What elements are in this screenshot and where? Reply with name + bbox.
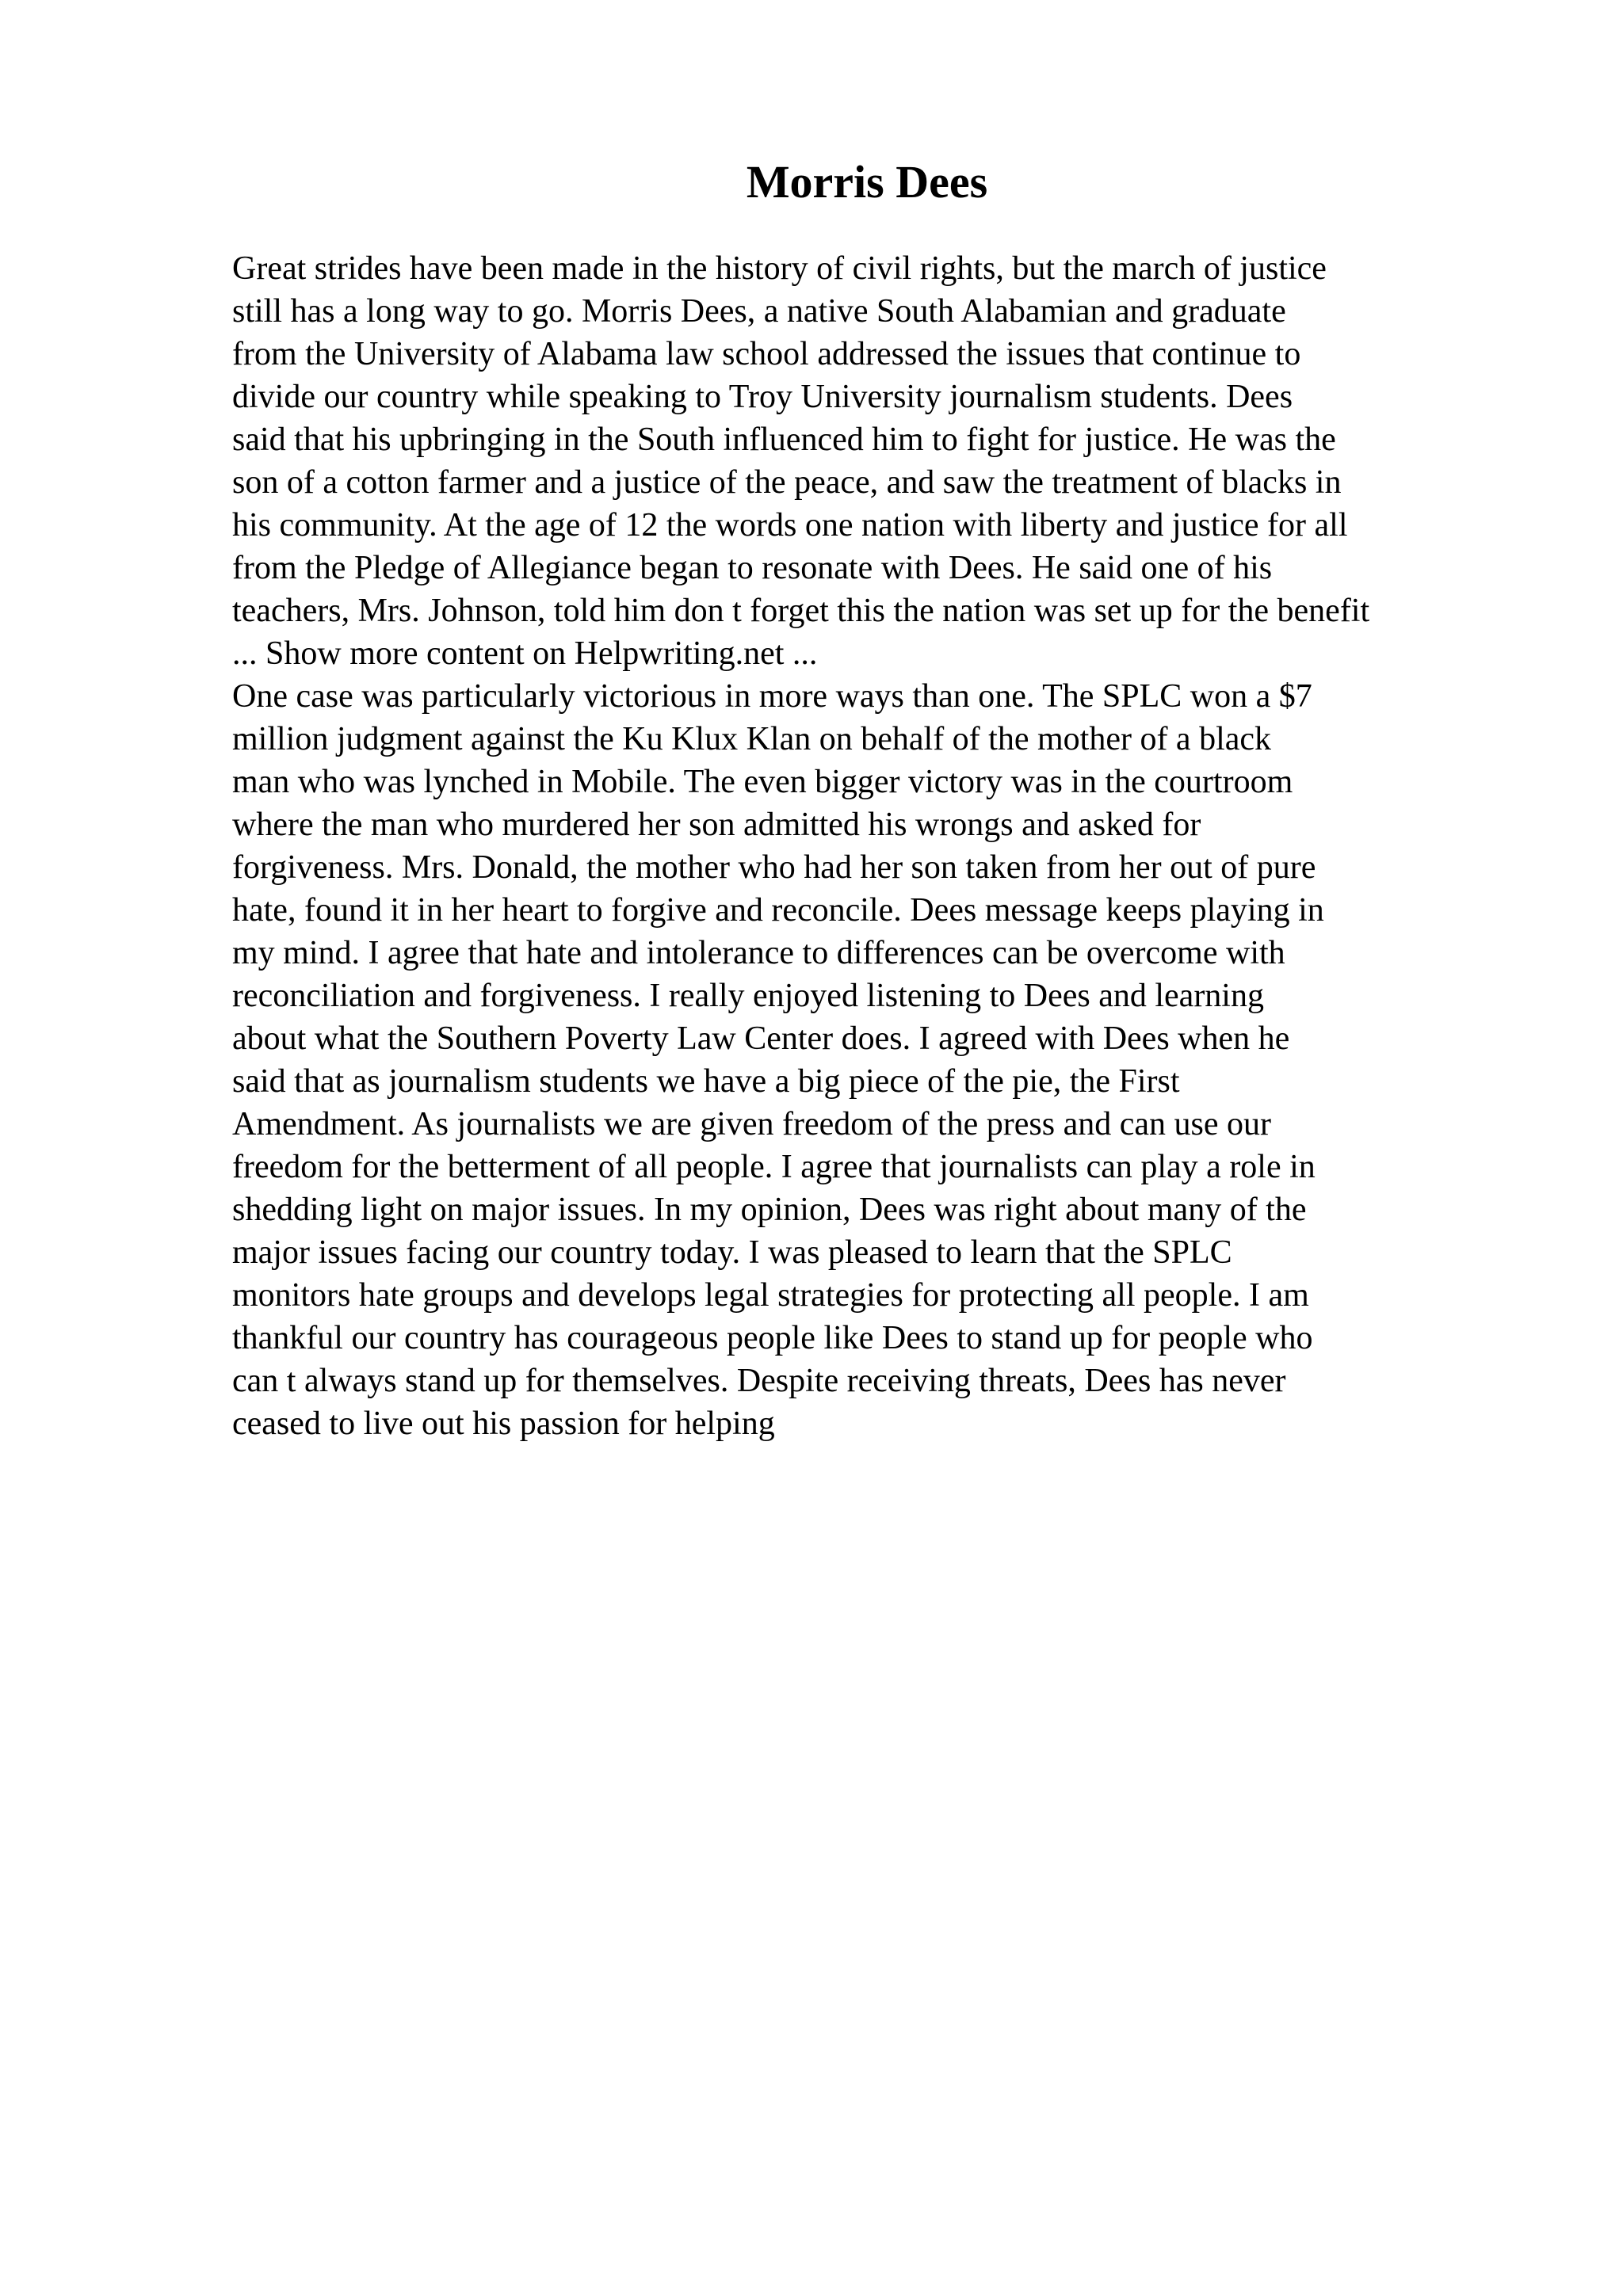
body-line: from the Pledge of Allegiance began to resonate with Dees. He said one of his: [232, 550, 1273, 586]
body-line: about what the Southern Poverty Law Center does. I agreed with Dees when he: [232, 1020, 1290, 1057]
body-line: said that his upbringing in the South influenced him to fight for justice. He was the: [232, 421, 1336, 458]
body-line: divide our country while speaking to Troy University journalism students. Dees: [232, 379, 1293, 415]
body-line: monitors hate groups and develops legal strategies for protecting all people. I am: [232, 1277, 1309, 1314]
body-line: ceased to live out his passion for helping: [232, 1405, 775, 1442]
body-line: hate, found it in her heart to forgive and reconcile. Dees message keeps playing in: [232, 892, 1324, 929]
body-line: man who was lynched in Mobile. The even bigger victory was in the courtroom: [232, 764, 1293, 800]
body-line: can t always stand up for themselves. Despite receiving threats, Dees has never: [232, 1363, 1286, 1399]
body-line: his community. At the age of 12 the words one nation with liberty and justice for all: [232, 507, 1348, 543]
body-line: freedom for the betterment of all people. I agree that journalists can play a role in: [232, 1149, 1316, 1185]
body-line: Great strides have been made in the history of civil rights, but the march of justice: [232, 250, 1327, 287]
body-line: One case was particularly victorious in more ways than one. The SPLC won a $7: [232, 678, 1312, 715]
document-title: Morris Dees: [746, 156, 988, 208]
body-line: million judgment against the Ku Klux Klan on behalf of the mother of a black: [232, 721, 1272, 757]
body-line: shedding light on major issues. In my opinion, Dees was right about many of the: [232, 1192, 1307, 1228]
body-line: major issues facing our country today. I was pleased to learn that the SPLC: [232, 1234, 1232, 1271]
body-line: Amendment. As journalists we are given freedom of the press and can use our: [232, 1106, 1271, 1142]
body-line: my mind. I agree that hate and intolerance to differences can be overcome with: [232, 935, 1285, 971]
body-line: said that as journalism students we have a big piece of the pie, the First: [232, 1063, 1180, 1100]
body-line: reconciliation and forgiveness. I really enjoyed listening to Dees and learning: [232, 978, 1264, 1014]
body-line: son of a cotton farmer and a justice of the peace, and saw the treatment of blacks in: [232, 464, 1342, 501]
body-line: from the University of Alabama law school addressed the issues that continue to: [232, 336, 1301, 372]
body-line: where the man who murdered her son admitted his wrongs and asked for: [232, 807, 1201, 843]
body-line: still has a long way to go. Morris Dees, a native South Alabamian and graduate: [232, 293, 1286, 330]
show-more-line: ... Show more content on Helpwriting.net ...: [232, 635, 818, 672]
body-line: forgiveness. Mrs. Donald, the mother who had her son taken from her out of pure: [232, 849, 1316, 886]
body-line: teachers, Mrs. Johnson, told him don t forget this the nation was set up for the benefit: [232, 593, 1370, 629]
document-body: [232, 247, 1611, 1445]
body-line: thankful our country has courageous people like Dees to stand up for people who: [232, 1320, 1313, 1356]
